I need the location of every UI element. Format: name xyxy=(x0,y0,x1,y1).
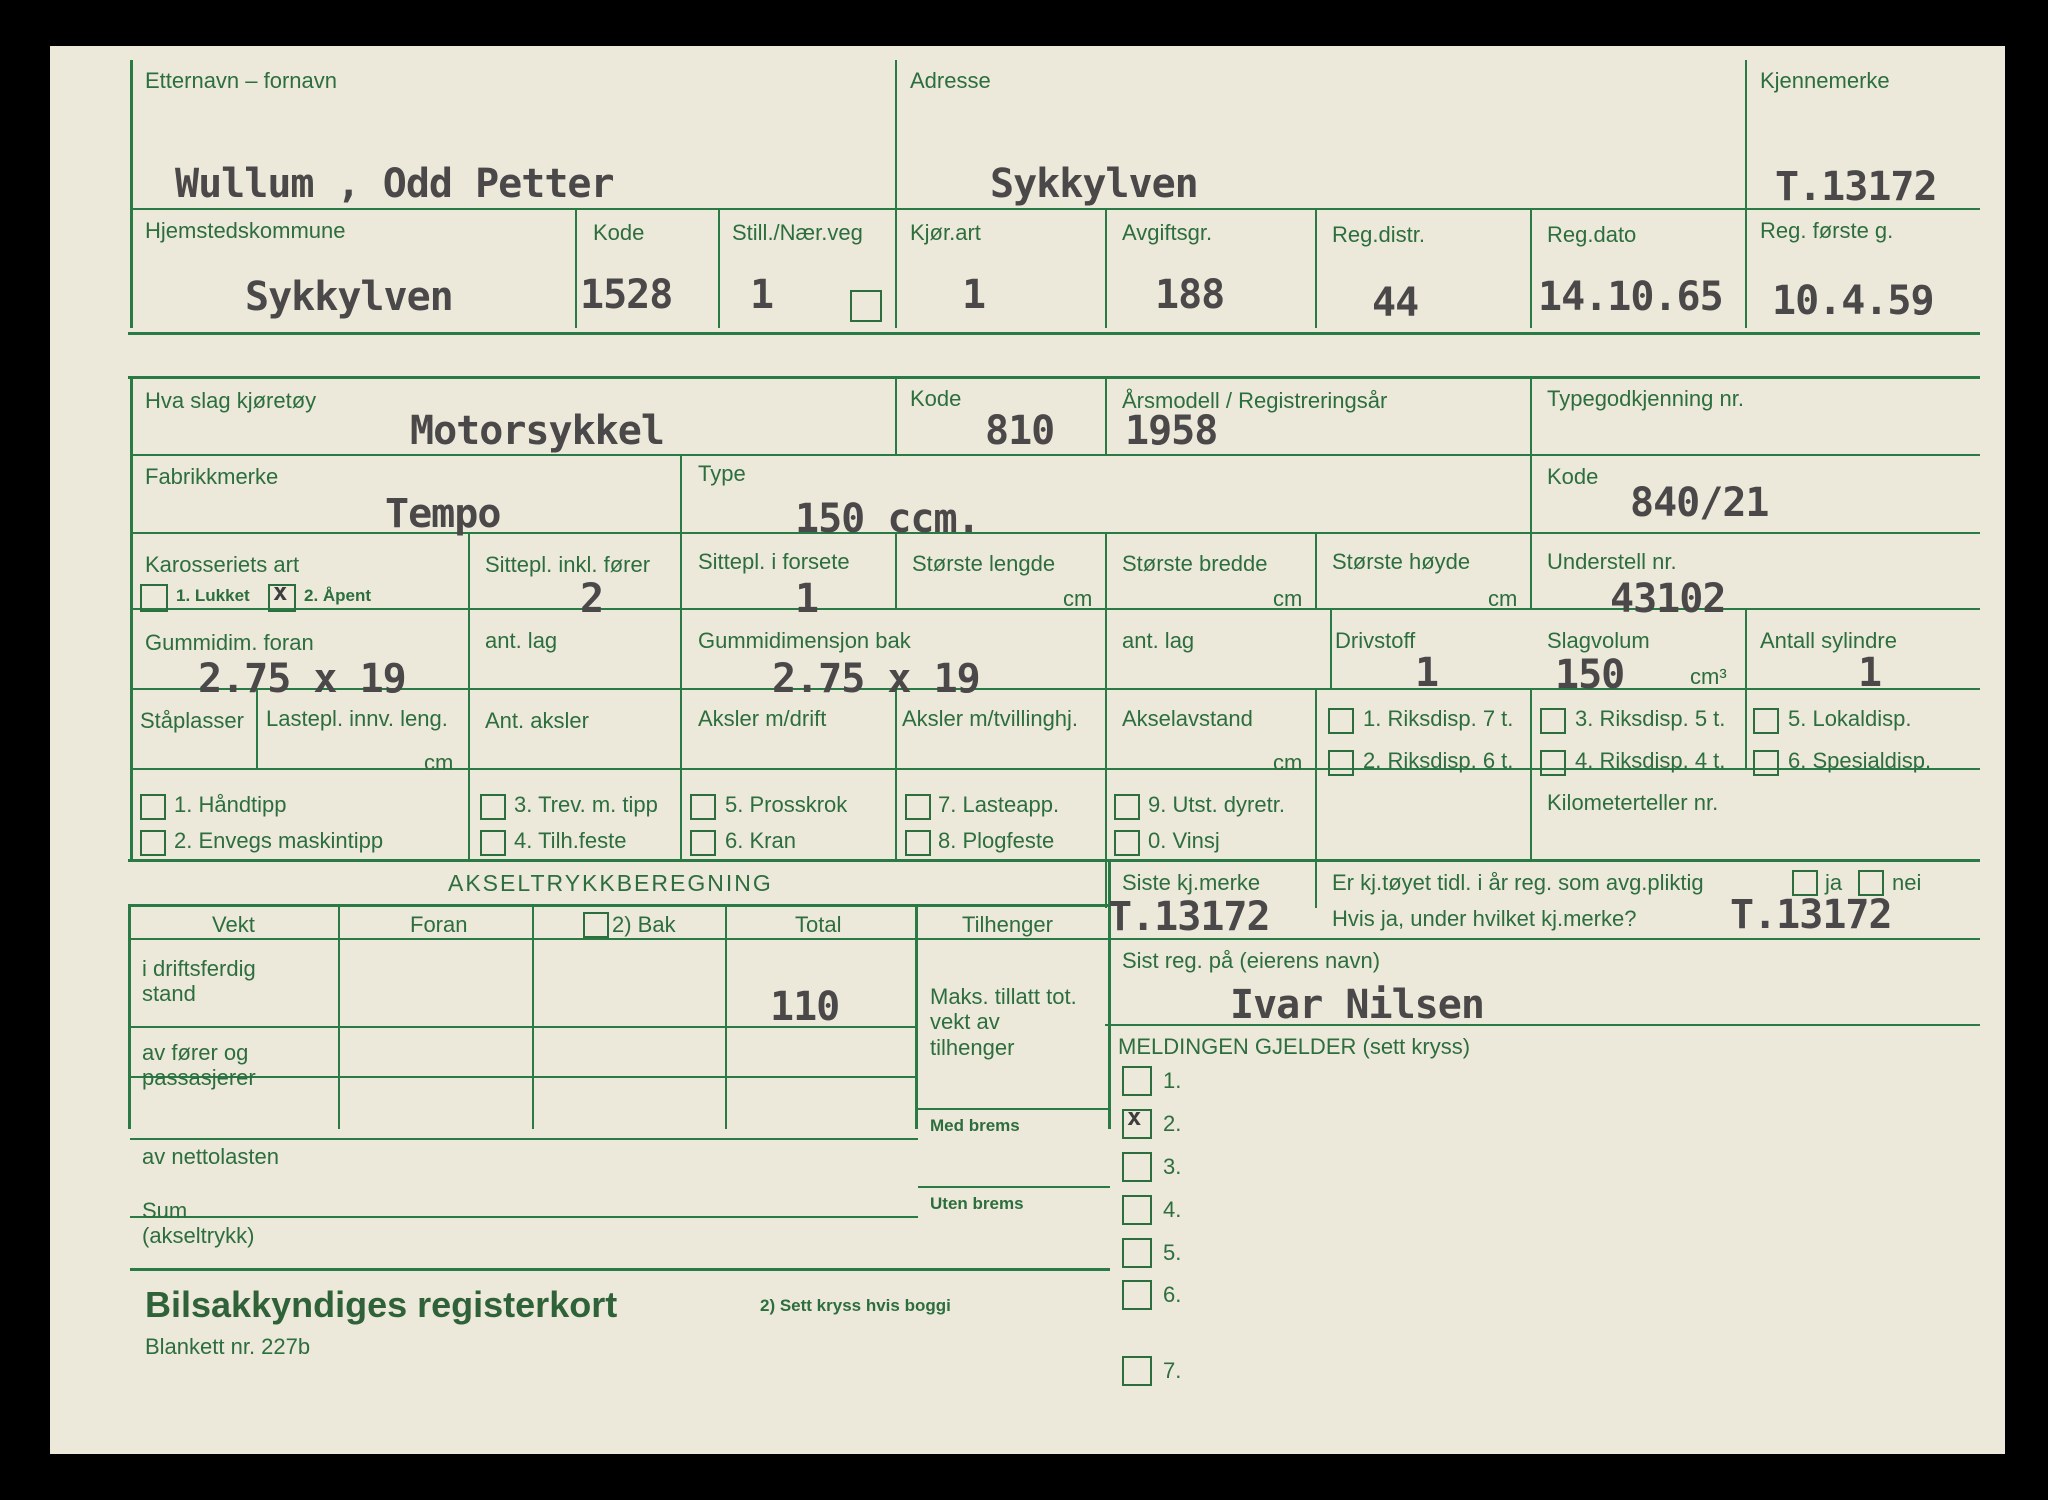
axle-distance-unit: cm xyxy=(1273,750,1303,775)
rule xyxy=(575,210,577,328)
width-unit: cm xyxy=(1273,586,1303,611)
riksdisp-5-label: 3. Riksdisp. 5 t. xyxy=(1575,706,1726,731)
rule xyxy=(1105,862,1107,908)
rule xyxy=(918,1186,1110,1188)
rule xyxy=(680,690,682,768)
message-option-3-checkbox[interactable] xyxy=(1122,1152,1152,1182)
rule xyxy=(895,210,897,328)
trev-label: 3. Trev. m. tipp xyxy=(514,792,658,817)
type-code-value: 840/21 xyxy=(1630,480,1769,526)
prev-reg-no-label: nei xyxy=(1892,870,1922,895)
rear-tyre-value: 2.75 x 19 xyxy=(772,656,980,702)
seats-label: Sittepl. inkl. fører xyxy=(485,552,651,577)
fuel-value: 1 xyxy=(1415,650,1439,696)
message-option-3-label: 3. xyxy=(1163,1154,1182,1179)
open-label: 2. Åpent xyxy=(304,586,372,605)
boggi-checkbox[interactable] xyxy=(583,912,609,938)
rule xyxy=(130,938,1110,940)
vinsj-checkbox[interactable] xyxy=(1114,830,1140,856)
type-value: 150 ccm. xyxy=(795,496,980,542)
volume-label: Slagvolum xyxy=(1547,628,1650,653)
code-value: 1528 xyxy=(580,272,673,318)
fee-group-value: 188 xyxy=(1155,272,1225,318)
rule xyxy=(1315,690,1317,768)
rule xyxy=(1315,210,1317,328)
vehicle-kind-label: Hva slag kjøretøy xyxy=(145,388,317,413)
fee-group-label: Avgiftsgr. xyxy=(1122,220,1213,245)
spesialdisp-checkbox[interactable] xyxy=(1753,750,1779,776)
message-label: MELDINGEN GJELDER (sett kryss) xyxy=(1118,1034,1471,1059)
driven-axles-label: Aksler m/drift xyxy=(698,706,827,731)
year-label: Årsmodell / Registreringsår xyxy=(1122,388,1388,413)
front-tyre-value: 2.75 x 19 xyxy=(198,656,406,702)
tilh-label: 4. Tilh.feste xyxy=(514,828,627,853)
rule xyxy=(918,1108,1110,1110)
standing-label: Ståplasser xyxy=(140,708,244,733)
rule xyxy=(532,907,534,1129)
rule xyxy=(895,60,897,210)
address-label: Adresse xyxy=(910,68,991,93)
rule xyxy=(128,332,1980,335)
message-option-7-label: 7. xyxy=(1163,1358,1182,1383)
lasteapp-checkbox[interactable] xyxy=(905,794,931,820)
type-label: Type xyxy=(698,461,746,486)
prosskrok-label: 5. Prosskrok xyxy=(725,792,848,817)
message-option-2-label: 2. xyxy=(1163,1111,1182,1136)
riksdisp-4-checkbox[interactable] xyxy=(1540,750,1566,776)
type-approval-label: Typegodkjenning nr. xyxy=(1547,386,1744,411)
handtipp-checkbox[interactable] xyxy=(140,794,166,820)
prev-reg-yes-label: ja xyxy=(1825,870,1843,895)
riksdisp-7-label: 1. Riksdisp. 7 t. xyxy=(1363,706,1514,731)
rule xyxy=(680,610,682,688)
first-reg-value: 10.4.59 xyxy=(1772,278,1934,324)
row-driver: av fører og passasjerer xyxy=(142,1040,256,1091)
plate-value: T.13172 xyxy=(1775,164,1937,210)
cargo-length-label: Lastepl. innv. leng. xyxy=(266,706,448,731)
near-road-checkbox[interactable] xyxy=(850,290,882,322)
col-rear: 2) Bak xyxy=(612,912,676,937)
envegs-checkbox[interactable] xyxy=(140,830,166,856)
rule xyxy=(895,770,897,859)
municipality-value: Sykkylven xyxy=(245,274,453,320)
municipality-label: Hjemstedskommune xyxy=(145,218,346,243)
last-plate-label: Siste kj.merke xyxy=(1122,870,1261,895)
envegs-label: 2. Envegs maskintipp xyxy=(174,828,384,853)
seats-value: 2 xyxy=(580,576,604,622)
max-width-label: Største bredde xyxy=(1122,551,1268,576)
rule xyxy=(915,907,918,1129)
kind-code-value: 810 xyxy=(985,408,1055,454)
form-number: Blankett nr. 227b xyxy=(145,1334,311,1359)
reg-district-value: 44 xyxy=(1372,280,1419,326)
make-label: Fabrikkmerke xyxy=(145,464,279,489)
rule xyxy=(1315,534,1317,608)
spesialdisp-label: 6. Spesialdisp. xyxy=(1788,748,1932,773)
vehicle-kind-value: Motorsykkel xyxy=(410,408,664,454)
rule xyxy=(130,208,1980,210)
rule xyxy=(1530,210,1532,328)
prosskrok-checkbox[interactable] xyxy=(690,794,716,820)
row-netload: av nettolasten xyxy=(142,1144,279,1169)
code-label: Kode xyxy=(593,220,645,245)
which-plate-label: Hvis ja, under hvilket kj.merke? xyxy=(1332,906,1637,931)
rule xyxy=(1105,210,1107,328)
rule xyxy=(338,907,340,1129)
reg-date-label: Reg.dato xyxy=(1547,222,1637,247)
chassis-value: 43102 xyxy=(1610,576,1726,622)
plogfeste-checkbox[interactable] xyxy=(905,830,931,856)
rule xyxy=(128,907,131,1129)
rule xyxy=(1105,379,1107,454)
rule xyxy=(1105,690,1107,768)
rule xyxy=(1745,210,1747,328)
reg-date-value: 14.10.65 xyxy=(1538,274,1723,320)
with-brakes-label: Med brems xyxy=(930,1116,1020,1135)
front-ply-label: ant. lag xyxy=(485,628,558,653)
length-unit: cm xyxy=(1063,586,1093,611)
reg-district-label: Reg.distr. xyxy=(1332,222,1425,247)
without-brakes-label: Uten brems xyxy=(930,1194,1024,1213)
rule xyxy=(130,1138,918,1140)
rule xyxy=(1105,770,1107,859)
rule xyxy=(725,907,727,1129)
last-plate-value: T.13172 xyxy=(1108,894,1270,940)
rule xyxy=(895,534,897,608)
card-title: Bilsakkyndiges registerkort xyxy=(145,1284,618,1325)
axle-count-label: Ant. aksler xyxy=(485,708,589,733)
chassis-label: Understell nr. xyxy=(1547,549,1677,574)
rule xyxy=(468,690,470,768)
front-seats-label: Sittepl. i forsete xyxy=(698,549,850,574)
tilh-checkbox[interactable] xyxy=(480,830,506,856)
riksdisp-7-checkbox[interactable] xyxy=(1328,708,1354,734)
prev-reg-label: Er kj.tøyet tidl. i år reg. som avg.pliktig xyxy=(1332,870,1704,895)
axle-calc-title: AKSELTRYKKBEREGNING xyxy=(448,870,773,896)
volume-unit: cm³ xyxy=(1690,664,1727,689)
odometer-label: Kilometerteller nr. xyxy=(1547,790,1719,815)
closed-checkbox[interactable] xyxy=(140,584,168,612)
message-option-4-checkbox[interactable] xyxy=(1122,1195,1152,1225)
col-front: Foran xyxy=(410,912,468,937)
rule xyxy=(128,859,1980,862)
make-value: Tempo xyxy=(385,491,501,537)
still-value: 1 xyxy=(750,272,774,318)
rule xyxy=(1530,690,1532,768)
drive-type-label: Kjør.art xyxy=(910,220,981,245)
first-reg-label: Reg. første g. xyxy=(1760,218,1894,243)
rule xyxy=(1105,534,1107,608)
kind-code-label: Kode xyxy=(910,386,962,411)
height-unit: cm xyxy=(1488,586,1518,611)
trev-checkbox[interactable] xyxy=(480,794,506,820)
rule xyxy=(680,456,682,532)
rule xyxy=(468,610,470,688)
front-seats-value: 1 xyxy=(795,576,819,622)
dyretr-checkbox[interactable] xyxy=(1114,794,1140,820)
boggi-note: 2) Sett kryss hvis boggi xyxy=(760,1296,951,1315)
col-weight: Vekt xyxy=(212,912,255,937)
message-option-1-checkbox[interactable] xyxy=(1122,1066,1152,1096)
message-option-5-label: 5. xyxy=(1163,1240,1182,1265)
kran-label: 6. Kran xyxy=(725,828,796,853)
message-option-2-checkbox[interactable] xyxy=(1122,1109,1152,1139)
rule xyxy=(468,534,470,608)
col-total: Total xyxy=(795,912,842,937)
axle-distance-label: Akselavstand xyxy=(1122,706,1253,731)
rule xyxy=(1315,862,1317,908)
last-owner-value: Ivar Nilsen xyxy=(1230,982,1484,1028)
trailer-max-label: Maks. tillatt tot. vekt av tilhenger xyxy=(930,984,1077,1060)
message-option-5-checkbox[interactable] xyxy=(1122,1238,1152,1268)
cargo-unit: cm xyxy=(424,750,454,775)
row-operational: i driftsferdig stand xyxy=(142,956,256,1007)
type-code-label: Kode xyxy=(1547,464,1599,489)
message-option-4-label: 4. xyxy=(1163,1197,1182,1222)
rule xyxy=(1745,610,1747,688)
rule xyxy=(680,770,682,859)
plate-label: Kjennemerke xyxy=(1760,68,1890,93)
open-checkbox[interactable] xyxy=(268,584,296,612)
message-option-6-label: 6. xyxy=(1163,1282,1182,1307)
rule xyxy=(718,210,720,328)
name-value: Wullum , Odd Petter xyxy=(175,161,614,207)
body-type-label: Karosseriets art xyxy=(145,552,300,577)
last-owner-label: Sist reg. på (eierens navn) xyxy=(1122,948,1381,973)
vinsj-label: 0. Vinsj xyxy=(1148,828,1220,853)
rule xyxy=(130,60,133,328)
rule xyxy=(468,770,470,859)
year-value: 1958 xyxy=(1125,408,1218,454)
lokaldisp-label: 5. Lokaldisp. xyxy=(1788,706,1912,731)
rule xyxy=(128,376,1980,379)
rule xyxy=(1745,690,1747,768)
rule xyxy=(895,379,897,454)
rule xyxy=(1105,610,1107,688)
rule xyxy=(130,454,1980,456)
rule xyxy=(1745,60,1747,210)
rule xyxy=(680,534,682,608)
max-length-label: Største lengde xyxy=(912,551,1056,576)
twin-axles-label: Aksler m/tvillinghj. xyxy=(902,706,1079,731)
volume-value: 150 xyxy=(1555,652,1625,698)
riksdisp-6-checkbox[interactable] xyxy=(1328,750,1354,776)
row-sum: Sum (akseltrykk) xyxy=(142,1198,255,1249)
still-label: Still./Nær.veg xyxy=(732,220,863,245)
registration-card xyxy=(50,46,2005,1454)
plogfeste-label: 8. Plogfeste xyxy=(938,828,1055,853)
lasteapp-label: 7. Lasteapp. xyxy=(938,792,1060,817)
rule xyxy=(130,1268,1110,1271)
closed-label: 1. Lukket xyxy=(176,586,250,605)
fuel-label: Drivstoff xyxy=(1335,628,1416,653)
max-height-label: Største høyde xyxy=(1332,549,1471,574)
rule xyxy=(1315,770,1317,859)
handtipp-label: 1. Håndtipp xyxy=(174,792,287,817)
rule xyxy=(130,379,133,859)
which-plate-value: T.13172 xyxy=(1730,892,1892,938)
front-tyre-label: Gummidim. foran xyxy=(145,630,314,655)
rear-tyre-label: Gummidimensjon bak xyxy=(698,628,911,653)
rule xyxy=(1530,534,1532,608)
riksdisp-4-label: 4. Riksdisp. 4 t. xyxy=(1575,748,1726,773)
cylinders-value: 1 xyxy=(1858,650,1882,696)
name-label: Etternavn – fornavn xyxy=(145,68,338,93)
lokaldisp-checkbox[interactable] xyxy=(1753,708,1779,734)
message-option-7-checkbox[interactable] xyxy=(1122,1356,1152,1386)
row-operational-total: 110 xyxy=(770,984,840,1030)
col-trailer: Tilhenger xyxy=(962,912,1053,937)
rule xyxy=(1330,610,1332,688)
rule xyxy=(1530,770,1532,859)
message-option-6-checkbox[interactable] xyxy=(1122,1280,1152,1310)
rear-ply-label: ant. lag xyxy=(1122,628,1195,653)
dyretr-label: 9. Utst. dyretr. xyxy=(1148,792,1285,817)
drive-type-value: 1 xyxy=(962,272,986,318)
message-option-1-label: 1. xyxy=(1163,1068,1182,1093)
cylinders-label: Antall sylindre xyxy=(1760,628,1897,653)
rule xyxy=(128,904,1110,907)
riksdisp-5-checkbox[interactable] xyxy=(1540,708,1566,734)
address-value: Sykkylven xyxy=(990,161,1198,207)
riksdisp-6-label: 2. Riksdisp. 6 t. xyxy=(1363,748,1514,773)
kran-checkbox[interactable] xyxy=(690,830,716,856)
